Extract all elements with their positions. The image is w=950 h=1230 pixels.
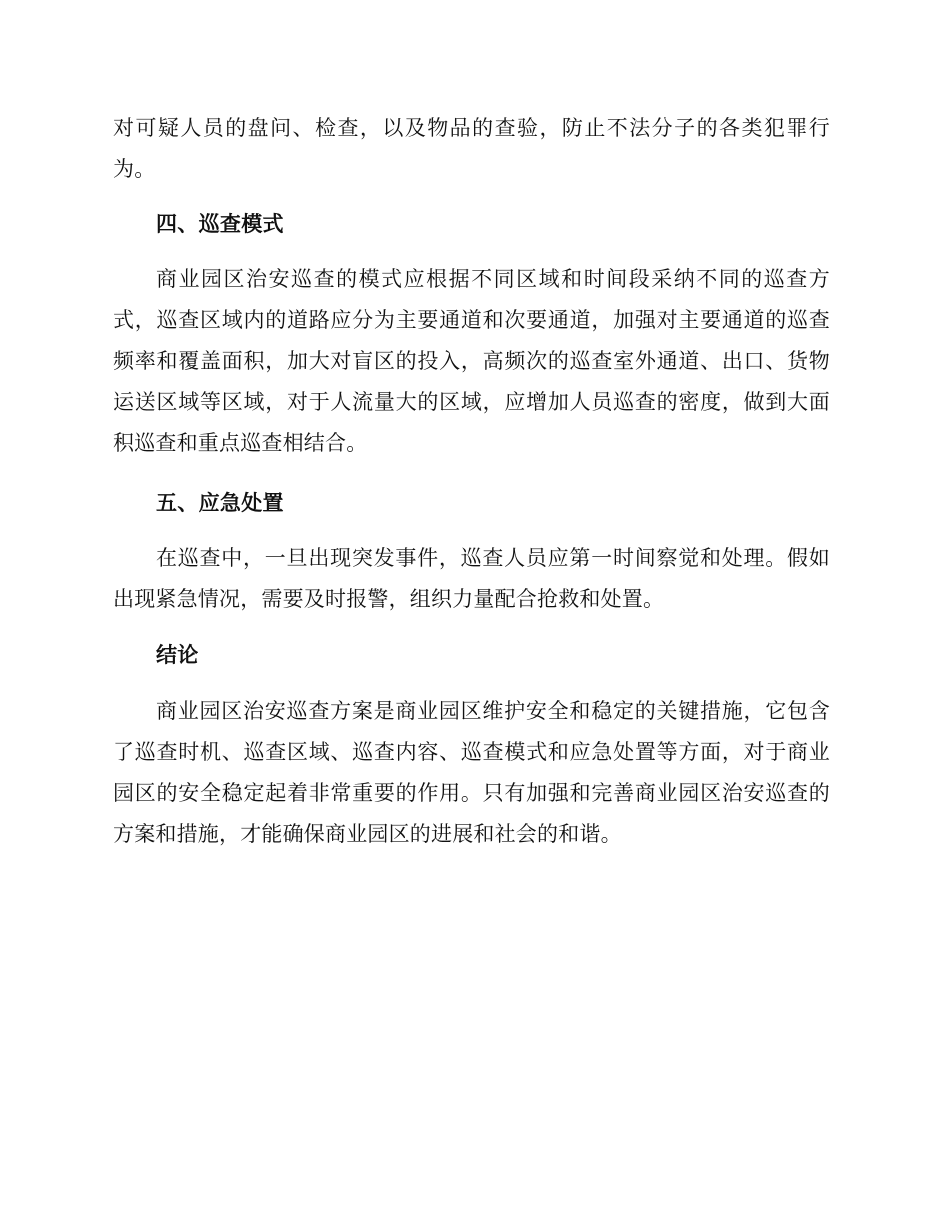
section-heading-patrol-mode: 四、巡查模式	[156, 212, 284, 236]
section-body-emergency-response: 在巡查中，一旦出现突发事件，巡查人员应第一时间察觉和处理。假如出现紧急情况，需要及时报警，组织力量配合抢救和处置。	[113, 546, 830, 611]
section-body-conclusion: 商业园区治安巡查方案是商业园区维护安全和稳定的关键措施，它包含了巡查时机、巡查区域、巡查内容、巡查模式和应急处置等方面，对于商业园区的安全稳定起着非常重要的作用。只有加强和完善商业园区治安巡查的方案和措施，才能确保商业园区的进展和社会的和谐。	[113, 699, 830, 846]
section-heading-conclusion: 结论	[156, 643, 199, 667]
section-heading-emergency-response: 五、应急处置	[156, 491, 284, 515]
paragraph-continued: 对可疑人员的盘问、检查，以及物品的查验，防止不法分子的各类犯罪行为。	[113, 116, 830, 181]
section-body-patrol-mode: 商业园区治安巡查的模式应根据不同区域和时间段采纳不同的巡查方式，巡查区域内的道路应分为主要通道和次要通道，加强对主要通道的巡查频率和覆盖面积，加大对盲区的投入，高频次的巡查室外通道、出口、货物运送区域等区域，对于人流量大的区域，应增加人员巡查的密度，做到大面积巡查和重点巡查相结合。	[113, 267, 830, 455]
